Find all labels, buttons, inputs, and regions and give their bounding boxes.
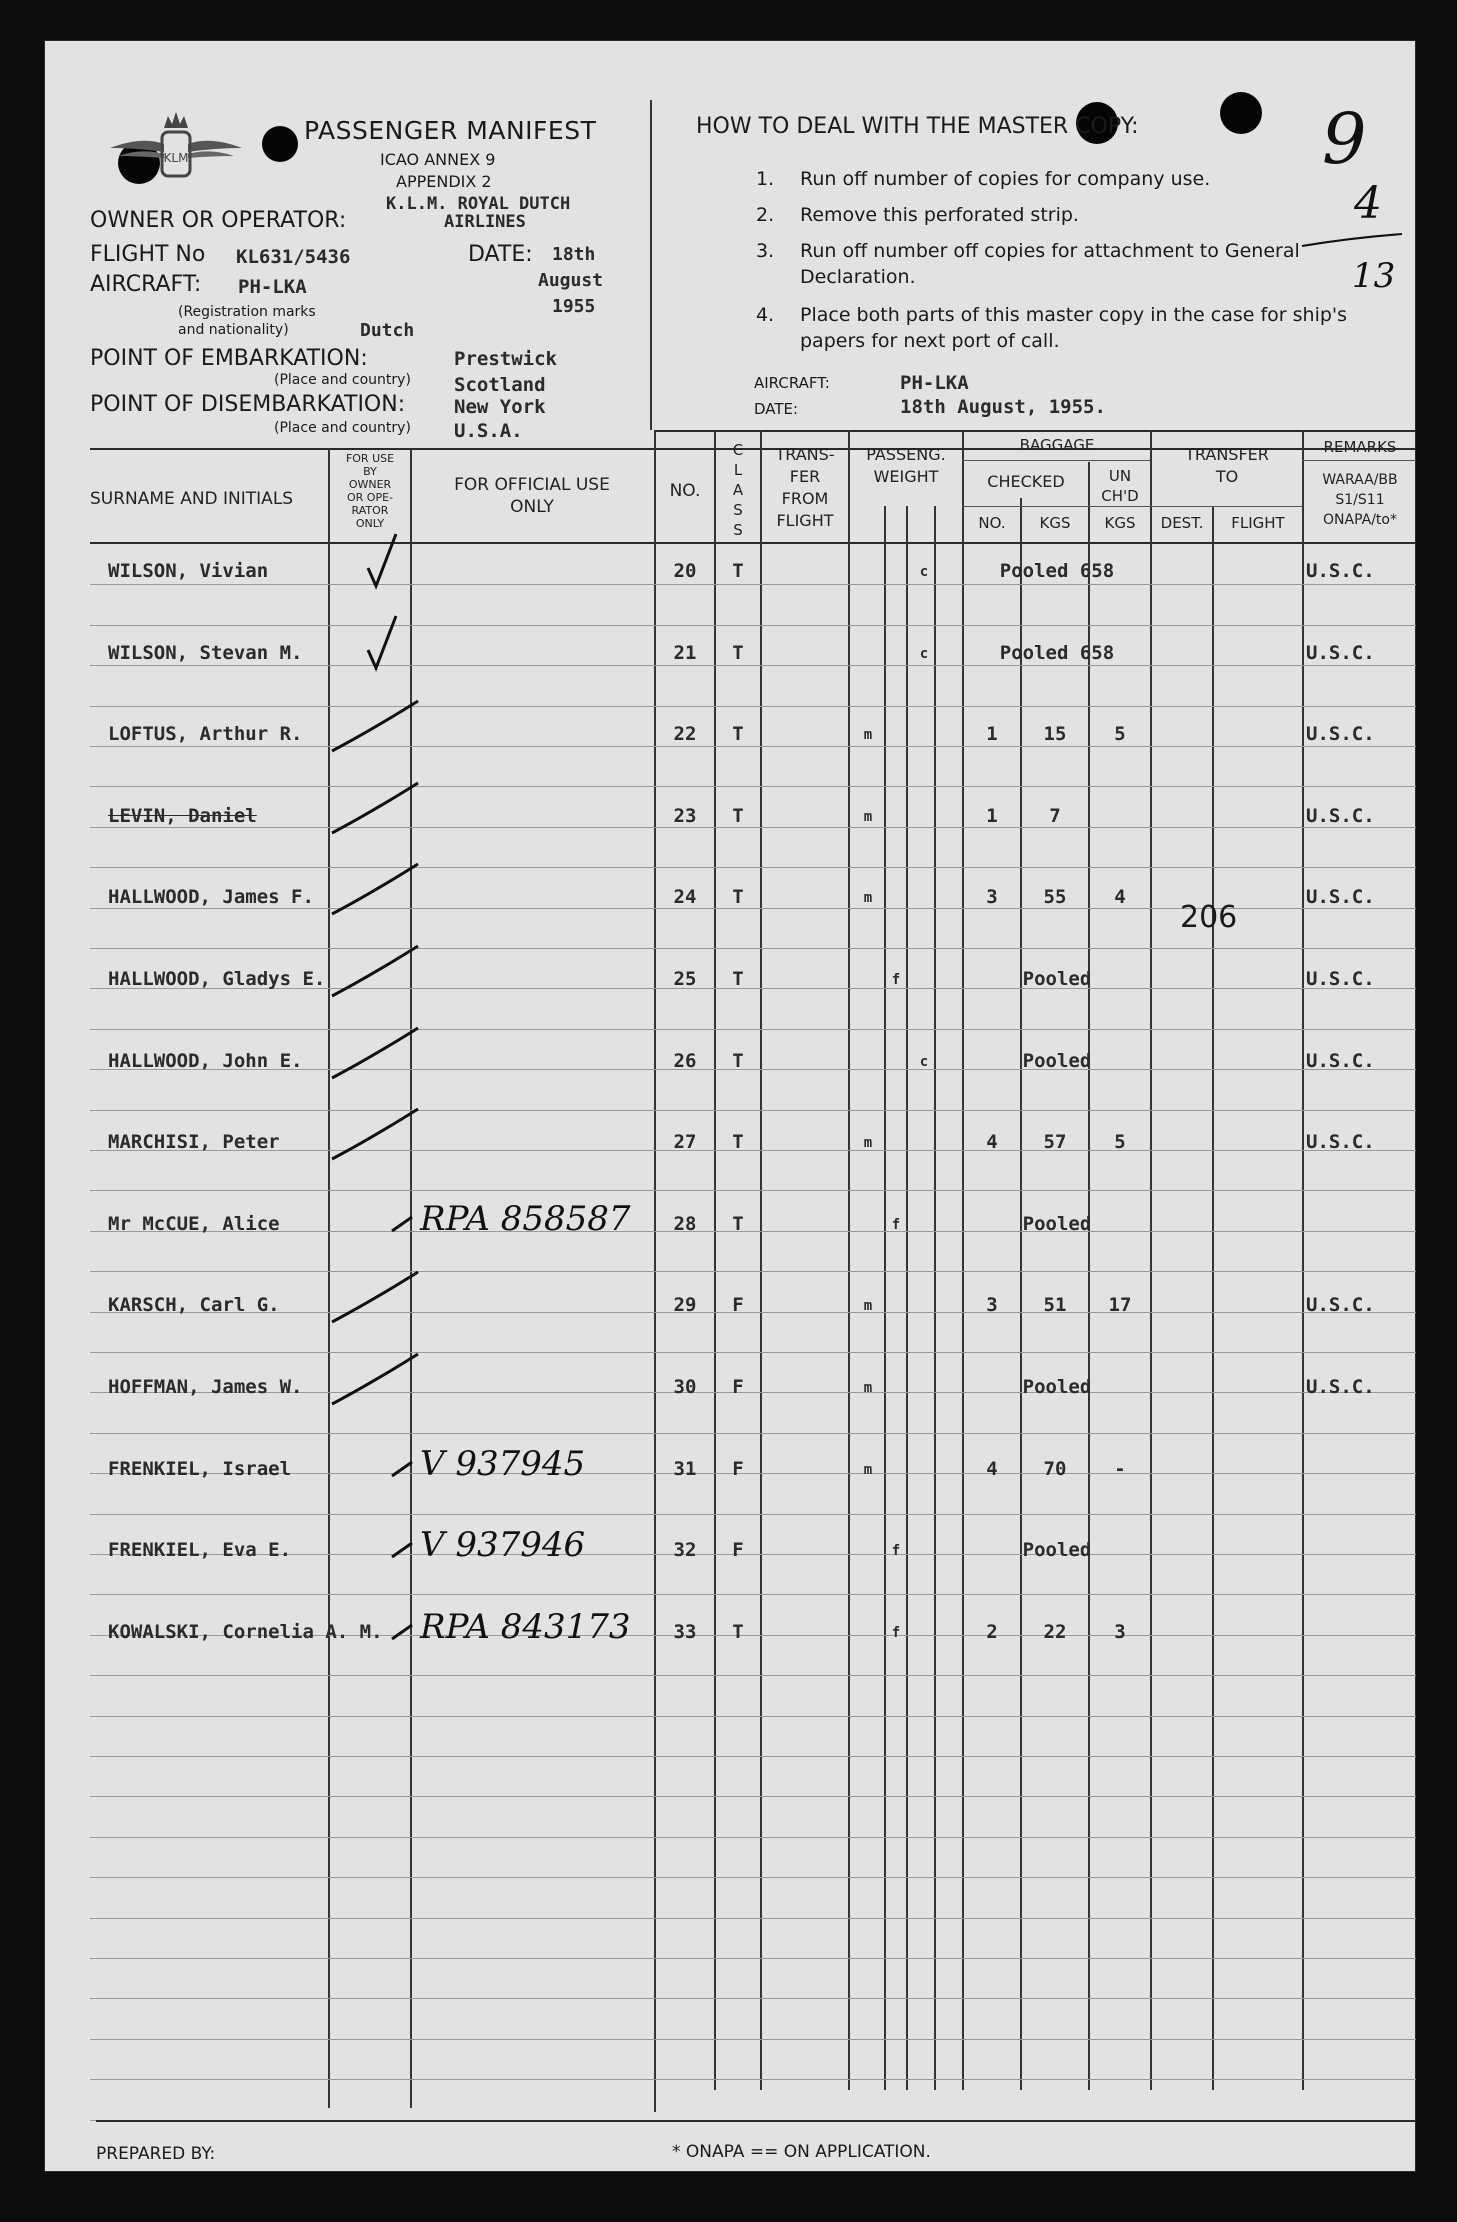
- passenger-number: 30: [673, 1376, 697, 1398]
- header-unchecked: UN CH'D: [1101, 467, 1139, 505]
- col-line: [962, 430, 964, 2090]
- passenger-name: KARSCH, Carl G.: [108, 1294, 280, 1317]
- ruled-line: [90, 867, 1416, 868]
- owner-label: OWNER OR OPERATOR:: [90, 208, 347, 233]
- passenger-number: 32: [673, 1539, 697, 1562]
- passenger-weight-code: m: [863, 1135, 873, 1152]
- col-line: [906, 506, 908, 2090]
- nationality-value: Dutch: [360, 320, 415, 341]
- ruled-line: [90, 1675, 1416, 1676]
- passenger-class: F: [732, 1457, 744, 1480]
- footer-rule: [96, 2120, 1416, 2122]
- passenger-name: Mr McCUE, Alice: [108, 1212, 280, 1235]
- ruled-line: [90, 665, 1416, 666]
- header-passeng-weight: PASSENG. WEIGHT: [866, 445, 946, 486]
- embarkation-country: Scotland: [454, 374, 546, 396]
- ruled-line: [90, 1190, 1416, 1191]
- passenger-remarks: U.S.C.: [1306, 641, 1375, 664]
- header-transfer-to: TRANSFER TO: [1185, 445, 1269, 486]
- ruled-line: [90, 1998, 1416, 1999]
- ruled-line: [90, 786, 1416, 787]
- passenger-remarks: U.S.C.: [1306, 968, 1375, 990]
- table-header-rule: [90, 542, 1416, 544]
- instruction-text: Declaration.: [800, 266, 916, 288]
- passenger-class: F: [732, 1539, 744, 1562]
- owner-value: K.L.M. ROYAL DUTCH: [386, 194, 571, 214]
- checked-rule: [962, 506, 1150, 507]
- baggage-kgs: 22: [1043, 1620, 1067, 1643]
- official-use-entry: RPA 858587: [420, 1198, 631, 1239]
- instruction-text: papers for next port of call.: [800, 330, 1060, 352]
- passenger-weight-code: c: [919, 645, 929, 662]
- embarkation-note: (Place and country): [274, 372, 411, 388]
- transfer-rule: [1150, 506, 1302, 507]
- passenger-weight-code: c: [919, 1053, 929, 1070]
- col-line: [1302, 430, 1304, 2090]
- baggage-rule: [962, 460, 1150, 461]
- embarkation-label: POINT OF EMBARKATION:: [90, 346, 368, 371]
- check-mark: [360, 528, 460, 598]
- passenger-class: T: [732, 560, 744, 582]
- instruction-num: 3.: [756, 240, 775, 262]
- passenger-remarks: U.S.C.: [1306, 1376, 1375, 1398]
- ruled-line: [90, 1918, 1416, 1919]
- instruction-text: Run off number off copies for attachment to General: [800, 240, 1300, 262]
- passenger-name: HOFFMAN, James W.: [108, 1376, 303, 1398]
- passenger-name: HALLWOOD, James F.: [108, 886, 314, 909]
- check-mark: [330, 1099, 430, 1169]
- passenger-number: 24: [673, 886, 697, 909]
- ruled-line: [90, 2039, 1416, 2040]
- handwritten-dest-number: 206: [1180, 900, 1238, 935]
- ruled-line: [90, 1716, 1416, 1717]
- passenger-name: FRENKIEL, Israel: [108, 1457, 292, 1480]
- baggage-kgs: 51: [1043, 1294, 1067, 1317]
- official-use-entry: V 937946: [420, 1525, 586, 1566]
- passenger-number: 23: [673, 804, 697, 827]
- baggage-count: 1: [986, 804, 998, 827]
- baggage-kgs: 15: [1043, 723, 1067, 746]
- ruled-line: [90, 948, 1416, 949]
- registration-note: (Registration marks: [178, 304, 316, 320]
- baggage-count: 1: [986, 723, 998, 746]
- passenger-name: LEVIN, Daniel: [108, 804, 257, 827]
- header-remarks: REMARKS: [1323, 438, 1397, 456]
- unchecked-kgs: 4: [1114, 886, 1126, 909]
- passenger-number: 25: [673, 968, 697, 990]
- disembarkation-label: POINT OF DISEMBARKATION:: [90, 392, 406, 417]
- passenger-class: T: [732, 1620, 744, 1643]
- baggage-count: 4: [986, 1131, 998, 1154]
- instructions-aircraft-value: PH-LKA: [900, 372, 969, 394]
- ruled-line: [90, 1756, 1416, 1757]
- ruled-line: [90, 1877, 1416, 1878]
- baggage-kgs: 57: [1043, 1131, 1067, 1154]
- unchecked-kgs: 17: [1108, 1294, 1132, 1317]
- date-value: 18th: [552, 244, 596, 265]
- passenger-class: T: [732, 804, 744, 827]
- header-unchd-kgs: KGS: [1104, 514, 1136, 532]
- passenger-remarks: U.S.C.: [1306, 1049, 1375, 1072]
- ruled-line: [90, 1594, 1416, 1595]
- header-class: C L A S S: [732, 441, 744, 539]
- check-mark: [330, 1262, 430, 1332]
- ruled-line: [90, 1514, 1416, 1515]
- passenger-weight-code: m: [863, 808, 873, 825]
- ruled-line: [90, 1110, 1416, 1111]
- col-line: [1150, 430, 1152, 2090]
- icao-appendix: APPENDIX 2: [396, 172, 492, 191]
- disembarkation-country: U.S.A.: [454, 420, 523, 442]
- passenger-remarks: U.S.C.: [1306, 886, 1375, 909]
- ruled-line: [90, 1958, 1416, 1959]
- form-title: PASSENGER MANIFEST: [304, 116, 597, 145]
- passenger-weight-code: m: [863, 1461, 873, 1478]
- passenger-number: 21: [673, 641, 697, 664]
- passenger-remarks: U.S.C.: [1306, 723, 1375, 746]
- check-mark: [330, 1018, 430, 1088]
- klm-crown-logo: [108, 108, 244, 188]
- prepared-by-label: PREPARED BY:: [96, 2144, 216, 2164]
- passenger-name: HALLWOOD, Gladys E.: [108, 968, 326, 990]
- instructions-date-value: 18th August, 1955.: [900, 396, 1106, 418]
- tick-dash: [388, 1448, 418, 1488]
- passenger-class: F: [732, 1294, 744, 1317]
- icao-annex: ICAO ANNEX 9: [380, 150, 496, 169]
- corner-mark-bottom: 13: [1352, 256, 1396, 296]
- passenger-weight-code: f: [891, 1216, 901, 1233]
- baggage-count: 3: [986, 1294, 998, 1317]
- col-line: [934, 506, 936, 2090]
- instructions-date-label: DATE:: [754, 400, 799, 418]
- passenger-class: T: [732, 886, 744, 909]
- col-line: [1212, 506, 1214, 2090]
- aircraft-label: AIRCRAFT:: [90, 272, 202, 297]
- flight-value: KL631/5436: [236, 246, 351, 268]
- passenger-name: KOWALSKI, Cornelia A. M.: [108, 1620, 383, 1643]
- passenger-name: MARCHISI, Peter: [108, 1131, 280, 1154]
- baggage-kgs: 70: [1043, 1457, 1067, 1480]
- ruled-line: [90, 1029, 1416, 1030]
- instruction-num: 4.: [756, 304, 775, 326]
- passenger-class: T: [732, 641, 744, 664]
- punch-hole: [1220, 92, 1262, 134]
- header-flight: FLIGHT: [1231, 514, 1285, 532]
- header-transfer-from: TRANS- FER FROM FLIGHT: [775, 445, 835, 530]
- baggage-pooled: Pooled: [1022, 1212, 1092, 1235]
- ruled-line: [90, 584, 1416, 585]
- disembarkation-value: New York: [454, 396, 546, 418]
- ruled-line: [90, 1433, 1416, 1434]
- header-checked: CHECKED: [987, 472, 1065, 491]
- passenger-remarks: U.S.C.: [1306, 1294, 1375, 1317]
- baggage-pooled: Pooled 658: [999, 560, 1115, 582]
- passenger-weight-code: m: [863, 1380, 873, 1396]
- instruction-text: Remove this perforated strip.: [800, 204, 1079, 226]
- passenger-class: T: [732, 968, 744, 990]
- check-mark: [330, 936, 430, 1006]
- header-baggage: BAGGAGE: [1019, 436, 1095, 454]
- corner-mark-middle: 4: [1354, 178, 1382, 229]
- unchecked-kgs: 5: [1114, 1131, 1126, 1154]
- passenger-weight-code: m: [863, 890, 873, 907]
- baggage-pooled: Pooled: [1022, 1539, 1092, 1562]
- instruction-text: Run off number of copies for company use.: [800, 168, 1211, 190]
- corner-mark-stroke: [1300, 230, 1404, 250]
- passenger-number: 27: [673, 1131, 697, 1154]
- instruction-num: 2.: [756, 204, 775, 226]
- ruled-line: [90, 1352, 1416, 1353]
- tick-dash: [388, 1529, 418, 1569]
- owner-value-2: AIRLINES: [444, 212, 526, 232]
- punch-hole: [262, 126, 298, 162]
- ruled-line: [90, 706, 1416, 707]
- passenger-weight-code: f: [891, 1543, 901, 1560]
- passenger-class: F: [732, 1376, 744, 1398]
- passenger-weight-code: f: [891, 972, 901, 988]
- header-kgs: KGS: [1039, 514, 1071, 532]
- baggage-pooled: Pooled 658: [999, 641, 1115, 664]
- svg-text:KLM: KLM: [163, 151, 189, 165]
- baggage-pooled: Pooled: [1022, 1376, 1092, 1398]
- header-dest: DEST.: [1160, 514, 1204, 532]
- passenger-name: FRENKIEL, Eva E.: [108, 1539, 292, 1562]
- passenger-number: 33: [673, 1620, 697, 1643]
- date-value-2: August: [538, 270, 604, 291]
- passenger-number: 22: [673, 723, 697, 746]
- aircraft-value: PH-LKA: [238, 276, 307, 298]
- baggage-pooled: Pooled: [1022, 968, 1092, 990]
- official-use-entry: V 937945: [420, 1443, 586, 1484]
- registration-note-2: and nationality): [178, 322, 289, 338]
- disembarkation-note: (Place and country): [274, 420, 411, 436]
- passenger-class: T: [732, 723, 744, 746]
- unchecked-kgs: 3: [1114, 1620, 1126, 1643]
- passenger-name: WILSON, Stevan M.: [108, 641, 303, 664]
- check-mark: [330, 691, 430, 761]
- passenger-number: 20: [673, 560, 697, 582]
- instructions-title: HOW TO DEAL WITH THE MASTER COPY:: [696, 114, 1139, 139]
- baggage-pooled: Pooled: [1022, 1049, 1092, 1072]
- header-for-use-by: FOR USE BY OWNER OR OPE- RATOR ONLY: [345, 452, 395, 530]
- header-no: NO.: [669, 481, 701, 501]
- col-line: [884, 506, 886, 2090]
- baggage-count: 4: [986, 1457, 998, 1480]
- passenger-remarks: U.S.C.: [1306, 804, 1375, 827]
- tick-dash: [388, 1203, 418, 1243]
- baggage-count: 3: [986, 886, 998, 909]
- ruled-line: [90, 625, 1416, 626]
- header-bag-no: NO.: [978, 514, 1006, 532]
- passenger-number: 26: [673, 1049, 697, 1072]
- baggage-kgs: 55: [1043, 886, 1067, 909]
- passenger-class: T: [732, 1049, 744, 1072]
- col-line: [714, 430, 716, 2090]
- passenger-number: 31: [673, 1457, 697, 1480]
- header-divider: [650, 100, 652, 430]
- col-line: [760, 430, 762, 2090]
- baggage-count: 2: [986, 1620, 998, 1643]
- passenger-number: 29: [673, 1294, 697, 1317]
- passenger-name: HALLWOOD, John E.: [108, 1049, 303, 1072]
- passenger-weight-code: c: [919, 564, 929, 580]
- passenger-remarks: U.S.C.: [1306, 1131, 1375, 1154]
- passenger-weight-code: m: [863, 1298, 873, 1315]
- ruled-line: [90, 1271, 1416, 1272]
- passenger-weight-code: f: [891, 1624, 901, 1641]
- ruled-line: [90, 2079, 1416, 2080]
- header-remarks-codes: WARAA/BB S1/S11 ONAPA/to*: [1322, 472, 1398, 528]
- date-label: DATE:: [468, 242, 533, 267]
- header-official-use: FOR OFFICIAL USE ONLY: [454, 475, 610, 517]
- embarkation-value: Prestwick: [454, 348, 557, 370]
- instruction-text: Place both parts of this master copy in the case for ship's: [800, 304, 1348, 326]
- flight-label: FLIGHT No: [90, 242, 206, 267]
- tick-dash: [388, 1611, 418, 1651]
- date-value-3: 1955: [552, 296, 596, 317]
- unchecked-kgs: -: [1114, 1457, 1126, 1480]
- passenger-name: LOFTUS, Arthur R.: [108, 723, 303, 746]
- check-mark: [330, 1344, 430, 1414]
- unchecked-kgs: 5: [1114, 723, 1126, 746]
- ruled-line: [90, 746, 1416, 747]
- official-use-entry: RPA 843173: [420, 1606, 631, 1647]
- onapa-note: * ONAPA == ON APPLICATION.: [672, 2142, 931, 2162]
- check-mark: [330, 773, 430, 843]
- passenger-remarks: U.S.C.: [1306, 560, 1375, 582]
- check-mark: [330, 854, 430, 924]
- header-surname: SURNAME AND INITIALS: [90, 489, 294, 509]
- remarks-rule: [1302, 460, 1416, 461]
- baggage-kgs: 7: [1049, 804, 1061, 827]
- col-line: [848, 430, 850, 2090]
- passenger-weight-code: m: [863, 727, 873, 744]
- instructions-aircraft-label: AIRCRAFT:: [754, 374, 830, 392]
- passenger-class: T: [732, 1131, 744, 1154]
- corner-mark-top: 9: [1322, 98, 1367, 180]
- ruled-line: [90, 827, 1416, 828]
- passenger-number: 28: [673, 1212, 697, 1235]
- ruled-line: [90, 1796, 1416, 1797]
- ruled-line: [90, 1837, 1416, 1838]
- passenger-class: T: [732, 1212, 744, 1235]
- instruction-num: 1.: [756, 168, 775, 190]
- passenger-name: WILSON, Vivian: [108, 560, 269, 582]
- check-mark: [360, 610, 460, 680]
